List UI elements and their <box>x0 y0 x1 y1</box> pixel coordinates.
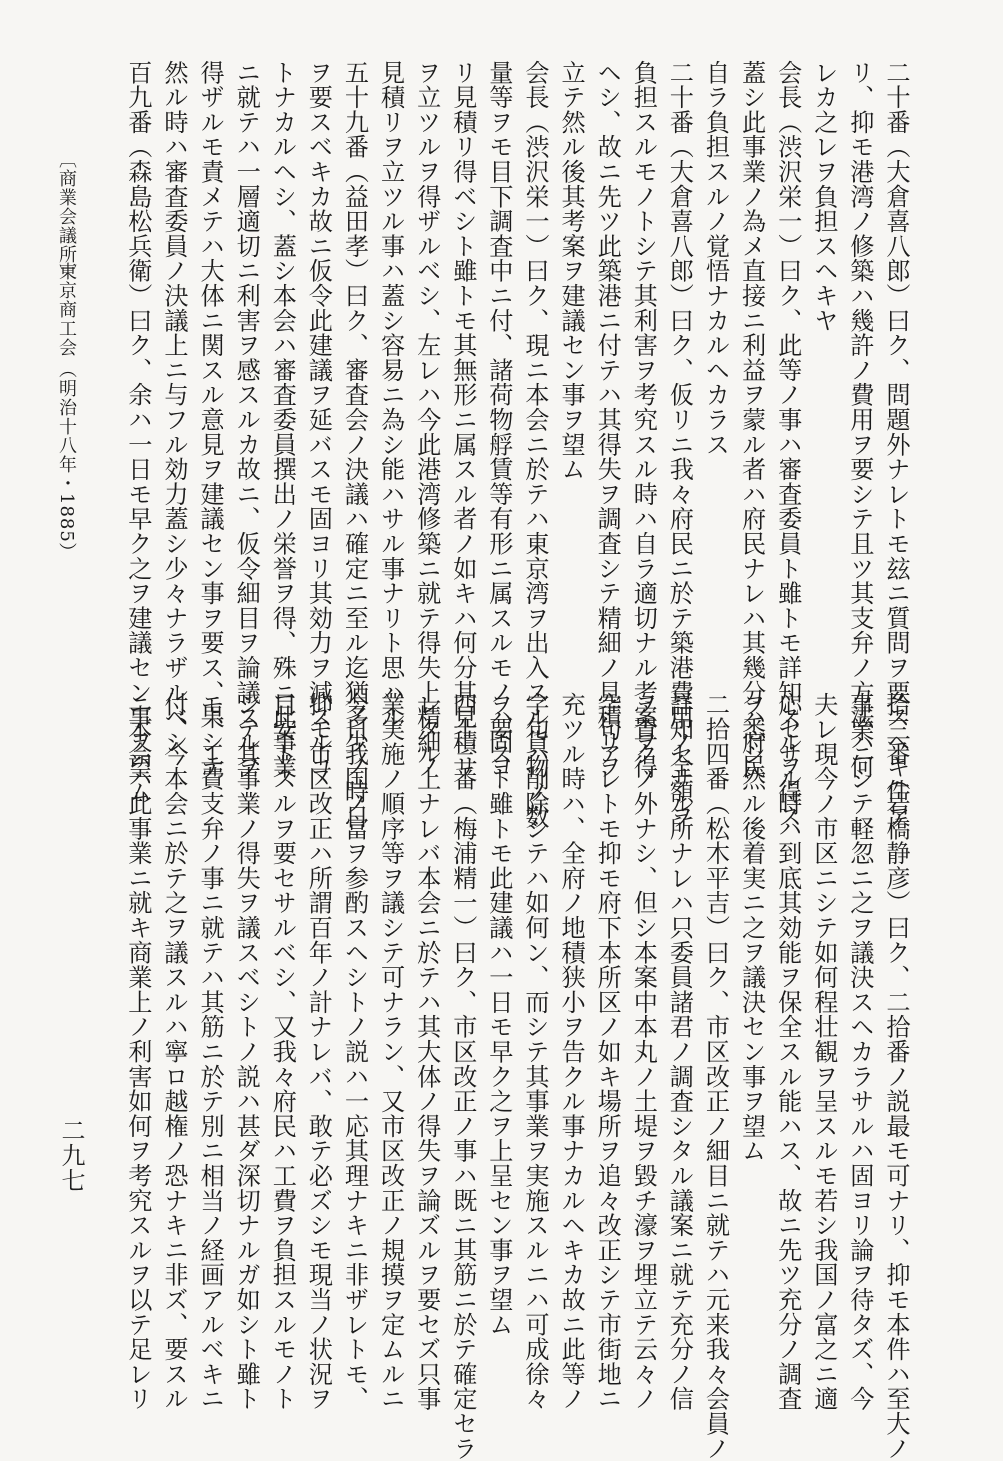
lower-text-column: シテ其事業ノ得失ヲ議スベシトノ説ハ甚ダ深切ナルガ如シト雖ト <box>232 692 261 1412</box>
upper-text-column: 負担スルモノトシテ其利害ヲ考究スル時ハ自ラ適切ナル考案ヲ得 <box>629 60 658 780</box>
upper-text-column: 二十番（大倉喜八郎）曰ク、問題外ナレトモ玆ニ質問ヲ要スヘキ件ア <box>882 60 910 829</box>
lower-text-column: モ、工費支弁ノ事ニ就テハ其筋ニ於テ別ニ相当ノ経画アルベキニ <box>196 692 225 1412</box>
upper-text-column: トナカルヘシ、蓋シ本会ハ審査委員撰出ノ栄誉ヲ得、殊ニ此事業 <box>268 60 297 780</box>
lower-text-column: ヲ置クノ外ナシ、但シ本案中本丸ノ土堤ヲ毀チ濠ヲ埋立テ云々ノ <box>629 692 658 1412</box>
footer-org: 東京商工会 <box>56 262 77 357</box>
lower-text-column: 付、今本会ニ於テ之ヲ議スルハ寧ロ越権ノ恐ナキニ非ズ、要スル <box>160 692 188 1412</box>
lower-text-column: 四十三番（梅浦精一）曰ク、市区改正ノ事ハ既ニ其筋ニ於テ確定セラ <box>448 692 477 1461</box>
lower-text-column: 字句ハ削除シテハ如何ン、而シテ其事業ヲ実施スルニハ可成徐々 <box>521 692 549 1412</box>
upper-text-column: 五十九番（益田孝）曰ク、審査会ノ決議ハ確定ニ至ル迄猶多少ノ時日 <box>340 60 369 829</box>
upper-text-column: 百九番（森島松兵衛）曰ク、余ハ一日モ早ク之ヲ建議セン事ヲ望ム <box>123 60 152 804</box>
lower-text-column: 今日我国ノ富ヲ参酌スヘシトノ説ハ一応其理ナキニ非ザレトモ、 <box>340 692 369 1412</box>
lower-text-column: 事業ニシテ軽忽ニ之ヲ議決スヘカラサルハ固ヨリ論ヲ待タズ、今 <box>845 692 874 1412</box>
lower-text-column: ヲ要スト雖トモ此建議ハ一日モ早ク之ヲ上呈セン事ヲ望ム <box>484 692 513 1337</box>
lower-text-column: 字句アレトモ抑モ府下本所区ノ如キ場所ヲ追々改正シテ市街地ニ <box>593 692 622 1412</box>
lower-text-column: ヲ悉シ然ル後着実ニ之ヲ議決セン事ヲ望ム <box>737 692 766 1164</box>
upper-text-column: 自ラ負担スルノ覚悟ナカルヘカラス <box>701 60 730 457</box>
upper-text-column: 然ル時ハ審査委員ノ決議上ニ与フル効力蓋シ少々ナラザルベシ <box>160 60 188 755</box>
lower-text-column: 目安トスルヲ要セサルベシ、又我々府民ハ工費ヲ負担スルモノト <box>268 692 297 1412</box>
upper-text-column: ヲ立ツルヲ得ザルベシ、左レハ今此港湾修築ニ就テ得失上精細ノ <box>412 60 441 780</box>
upper-text-column: 蓋シ此事業ノ為メ直接ニ利益ヲ蒙ル者ハ府民ナレハ其幾分ハ府民 <box>737 60 766 780</box>
upper-text-column: ニ就テハ一層適切ニ利害ヲ感スルカ故ニ、仮令細目ヲ論議スルヲ <box>232 60 261 780</box>
footer-source: 〔商業会議所〕 <box>56 150 77 283</box>
lower-text-column: 応セサル時ハ到底其効能ヲ保全スル能ハス、故ニ先ツ充分ノ調査 <box>773 692 802 1412</box>
upper-text-column: 量等ヲモ目下調査中ニ付、諸荷物艀賃等有形ニ属スルモノハ固ヨ <box>484 60 513 780</box>
upper-text-column: ヘシ、故ニ先ツ此築港ニ付テハ其得失ヲ調査シテ精細ノ見積リヲ <box>593 60 622 780</box>
upper-text-column: 立テ然ル後其考案ヲ建議セン事ヲ望ム <box>557 60 586 482</box>
lower-text-column: レタル上ナレバ本会ニ於テハ其大体ノ得失ヲ論ズルヲ要セズ只事 <box>412 692 441 1412</box>
upper-text-column: 会長（渋沢栄一）曰ク、此等ノ事ハ審査委員ト雖トモ詳知スルヲ得ス <box>773 60 802 829</box>
lower-text-column: 詳知セサル所ナレハ只委員諸君ノ調査シタル議案ニ就テ充分ノ信 <box>665 692 694 1412</box>
upper-text-column: ヲ要スベキカ故ニ仮令此建議ヲ延バスモ固ヨリ其効力ヲ減スルコ <box>304 60 333 780</box>
upper-text-column: 得ザルモ責メテハ大体ニ関スル意見ヲ建議セン事ヲ要ス、果シテ <box>196 60 225 780</box>
page-number: 二九七 <box>57 1118 85 1193</box>
upper-text-column: リ、抑モ港湾ノ修築ハ幾許ノ費用ヲ要シテ且ツ其支弁ノ方法ハ何 <box>845 60 874 780</box>
footer-era: （明治十八年・1885） <box>56 360 77 562</box>
lower-text-column: 拾三番（岩橋静彦）曰ク、二拾番ノ説最モ可ナリ、抑モ本件ハ至大ノ <box>882 692 910 1461</box>
upper-text-column: 会長（渋沢栄一）曰ク、現ニ本会ニ於テハ東京湾ヲ出入スル貨物ノ数 <box>521 60 549 829</box>
lower-text-column: 業実施ノ順序等ヲ議シテ可ナラン、又市区改正ノ規摸ヲ定ムルニ <box>376 692 405 1412</box>
lower-text-column: 二拾四番（松木平吉）曰ク、市区改正ノ細目ニ就テハ元来我々会員ノ <box>701 692 730 1461</box>
upper-text-column: 見積リヲ立ツル事ハ蓋シ容易ニ為シ能ハサル事ナリト思ハル <box>376 60 405 730</box>
lower-text-column: 充ツル時ハ、全府ノ地積狭小ヲ告クル事ナカルヘキカ故ニ此等ノ <box>557 692 586 1412</box>
lower-text-column: 抑モ市区改正ハ所謂百年ノ計ナレバ、敢テ必ズシモ現当ノ状況ヲ <box>304 692 333 1412</box>
upper-text-column: 二十番（大倉喜八郎）曰ク、仮リニ我々府民ニ於テ築港費用ノ全額ヲ <box>665 60 694 829</box>
upper-text-column: リ見積リ得ベシト雖トモ其無形ニ属スル者ノ如キハ何分其見積リ <box>448 60 477 780</box>
upper-text-column: レカ之レヲ負担スヘキヤ <box>809 60 838 333</box>
lower-text-column: ニ本会ハ此事業ニ就キ商業上ノ利害如何ヲ考究スルヲ以テ足レリ <box>123 692 152 1412</box>
lower-text-column: 夫レ現今ノ市区ニシテ如何程壮観ヲ呈スルモ若シ我国ノ富之ニ適 <box>809 692 838 1412</box>
